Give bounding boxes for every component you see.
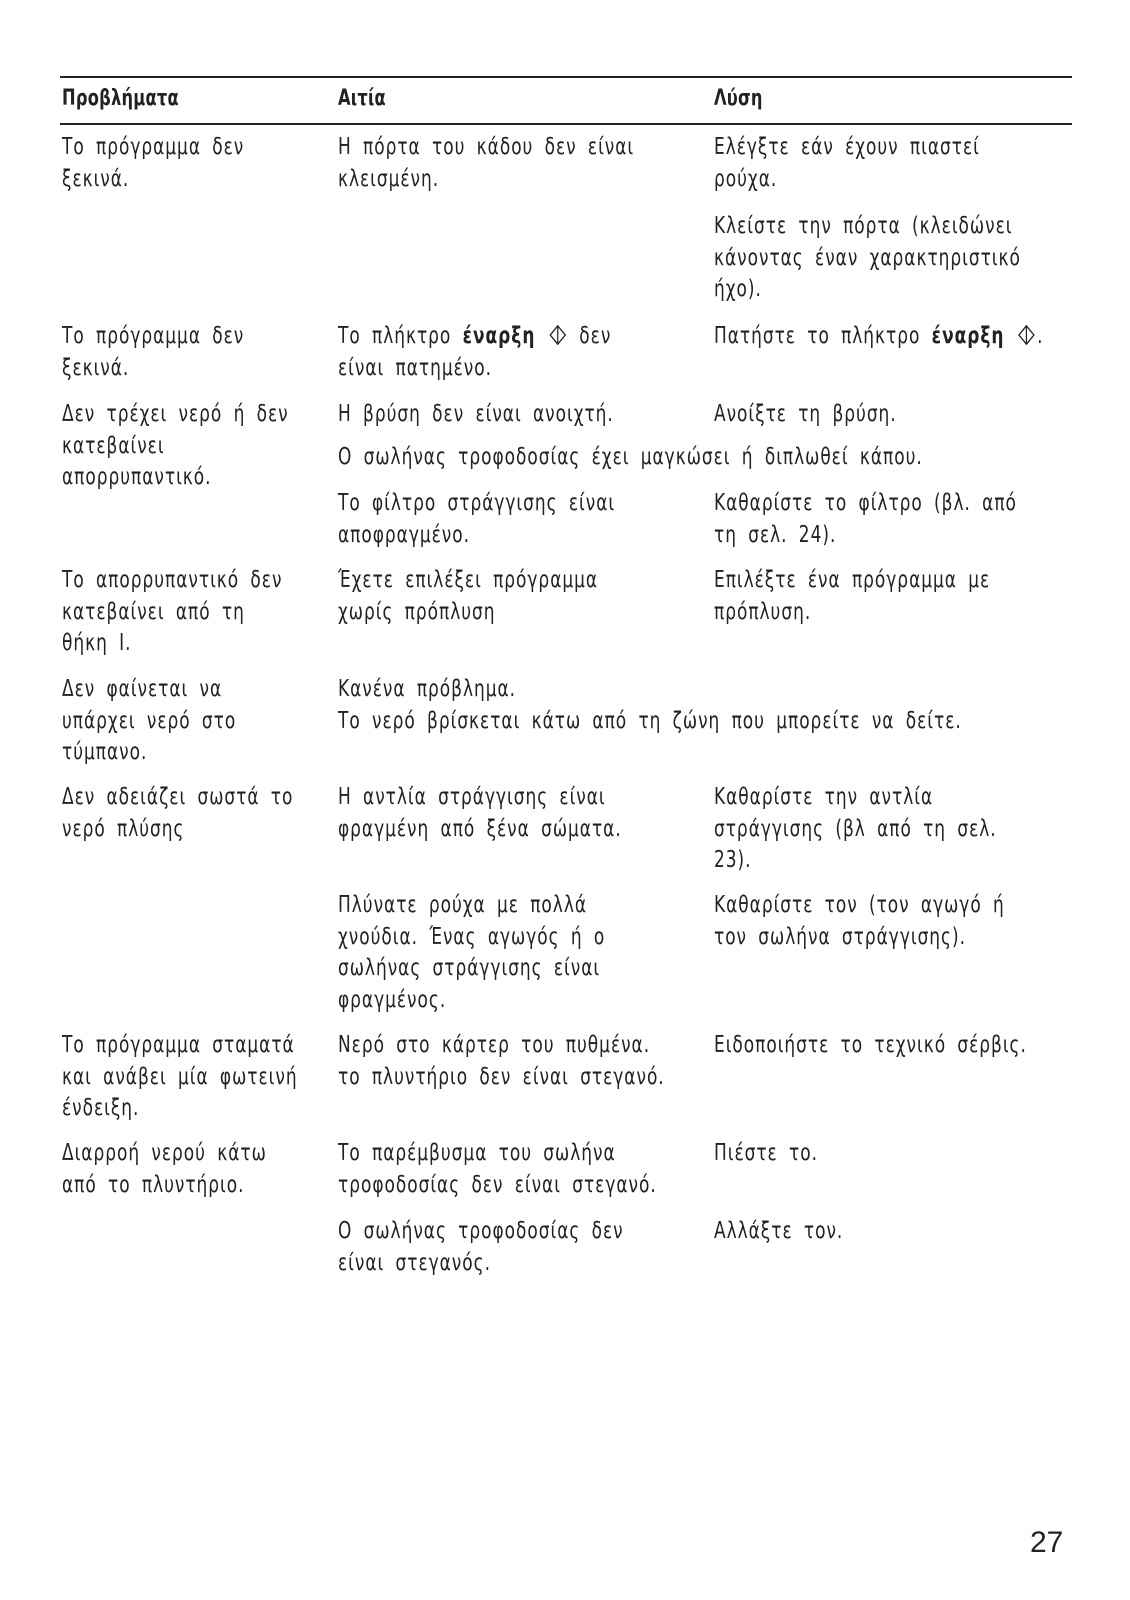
problem-cell: Το πρόγραμμα σταματά και ανάβει μία φωτεινή ένδειξη. [62, 1032, 298, 1121]
problem-cell: Το πρόγραμμα δεν ξεκινά. [62, 323, 245, 381]
cause-cell: Το παρέμβυσμα του σωλήνα τροφοδοσίας δεν είναι στεγανό. [338, 1140, 657, 1198]
solution-cell: Επιλέξτε ένα πρόγραμμα με πρόπλυση. [714, 567, 991, 625]
cause-cell: Η βρύση δεν είναι ανοιχτή. [338, 401, 614, 427]
problem-cell: Το απορρυπαντικό δεν κατεβαίνει από τη θήκη I. [62, 567, 283, 656]
problem-cell: Δεν τρέχει νερό ή δεν κατεβαίνει απορρυπαντικό. [62, 401, 289, 490]
start-key-icon [1017, 324, 1035, 346]
cause-cell: Ο σωλήνας τροφοδοσίας δεν είναι στεγανός. [338, 1218, 624, 1276]
cause-cell: Έχετε επιλέξει πρόγραμμα χωρίς πρόπλυση [338, 567, 599, 625]
header-solution: Λύση [714, 86, 763, 111]
table-top-rule [60, 76, 1072, 78]
cause-cell: Η αντλία στράγγισης είναι φραγμένη από ξένα σώματα. [338, 784, 622, 842]
solution-cell: Καθαρίστε το φίλτρο (βλ. από τη σελ. 24). [714, 490, 1017, 548]
solution-cell: Πιέστε το. [714, 1140, 818, 1166]
solution-cell: Κλείστε την πόρτα (κλειδώνει κάνοντας έναν χαρακτηριστικό ήχο). [714, 213, 1021, 302]
cause-span-cell: Ο σωλήνας τροφοδοσίας έχει μαγκώσει ή διπλωθεί κάπου. [338, 444, 923, 470]
problem-cell: Δεν φαίνεται να υπάρχει νερό στο τύμπανο. [62, 676, 237, 765]
start-key-icon [548, 324, 566, 346]
problem-cell: Το πρόγραμμα δεν ξεκινά. [62, 134, 245, 192]
cause-cell: Η πόρτα του κάδου δεν είναι κλεισμένη. [338, 134, 635, 192]
page-number: 27 [1030, 1526, 1064, 1559]
solution-cell: Ειδοποιήστε το τεχνικό σέρβις. [714, 1032, 1027, 1058]
cause-cell: Νερό στο κάρτερ του πυθμένα. το πλυντήριο δεν είναι στεγανό. [338, 1032, 665, 1090]
solution-cell: Καθαρίστε την αντλία στράγγισης (βλ από τη σελ. 23). [714, 784, 997, 873]
cause-cell: Το φίλτρο στράγγισης είναι αποφραγμένο. [338, 490, 616, 548]
header-problems: Προβλήματα [62, 86, 179, 111]
solution-cell: Πατήστε το πλήκτρο έναρξη . [714, 323, 1044, 349]
start-key-label: έναρξη [462, 323, 536, 349]
cause-span-cell: Κανένα πρόβλημα. Το νερό βρίσκεται κάτω από τη ζώνη που μπορείτε να δείτε. [338, 676, 962, 734]
start-key-label: έναρξη [931, 323, 1005, 349]
cause-cell: Πλύνατε ρούχα με πολλά χνούδια. Ένας αγωγός ή ο σωλήνας στράγγισης είναι φραγμένος. [338, 892, 606, 1013]
solution-cell: Ανοίξτε τη βρύση. [714, 401, 897, 427]
problem-cell: Δεν αδειάζει σωστά το νερό πλύσης [62, 784, 294, 842]
solution-cell: Ελέγξτε εάν έχουν πιαστεί ρούχα. [714, 134, 980, 192]
problem-cell: Διαρροή νερού κάτω από το πλυντήριο. [62, 1140, 267, 1198]
cause-cell: Το πλήκτρο έναρξη δεν είναι πατημένο. [338, 323, 612, 381]
solution-cell: Αλλάξτε τον. [714, 1218, 844, 1244]
table-header-rule [60, 123, 1072, 125]
solution-cell: Καθαρίστε τον (τον αγωγό ή τον σωλήνα στράγγισης). [714, 892, 1005, 950]
header-cause: Αιτία [338, 86, 386, 111]
